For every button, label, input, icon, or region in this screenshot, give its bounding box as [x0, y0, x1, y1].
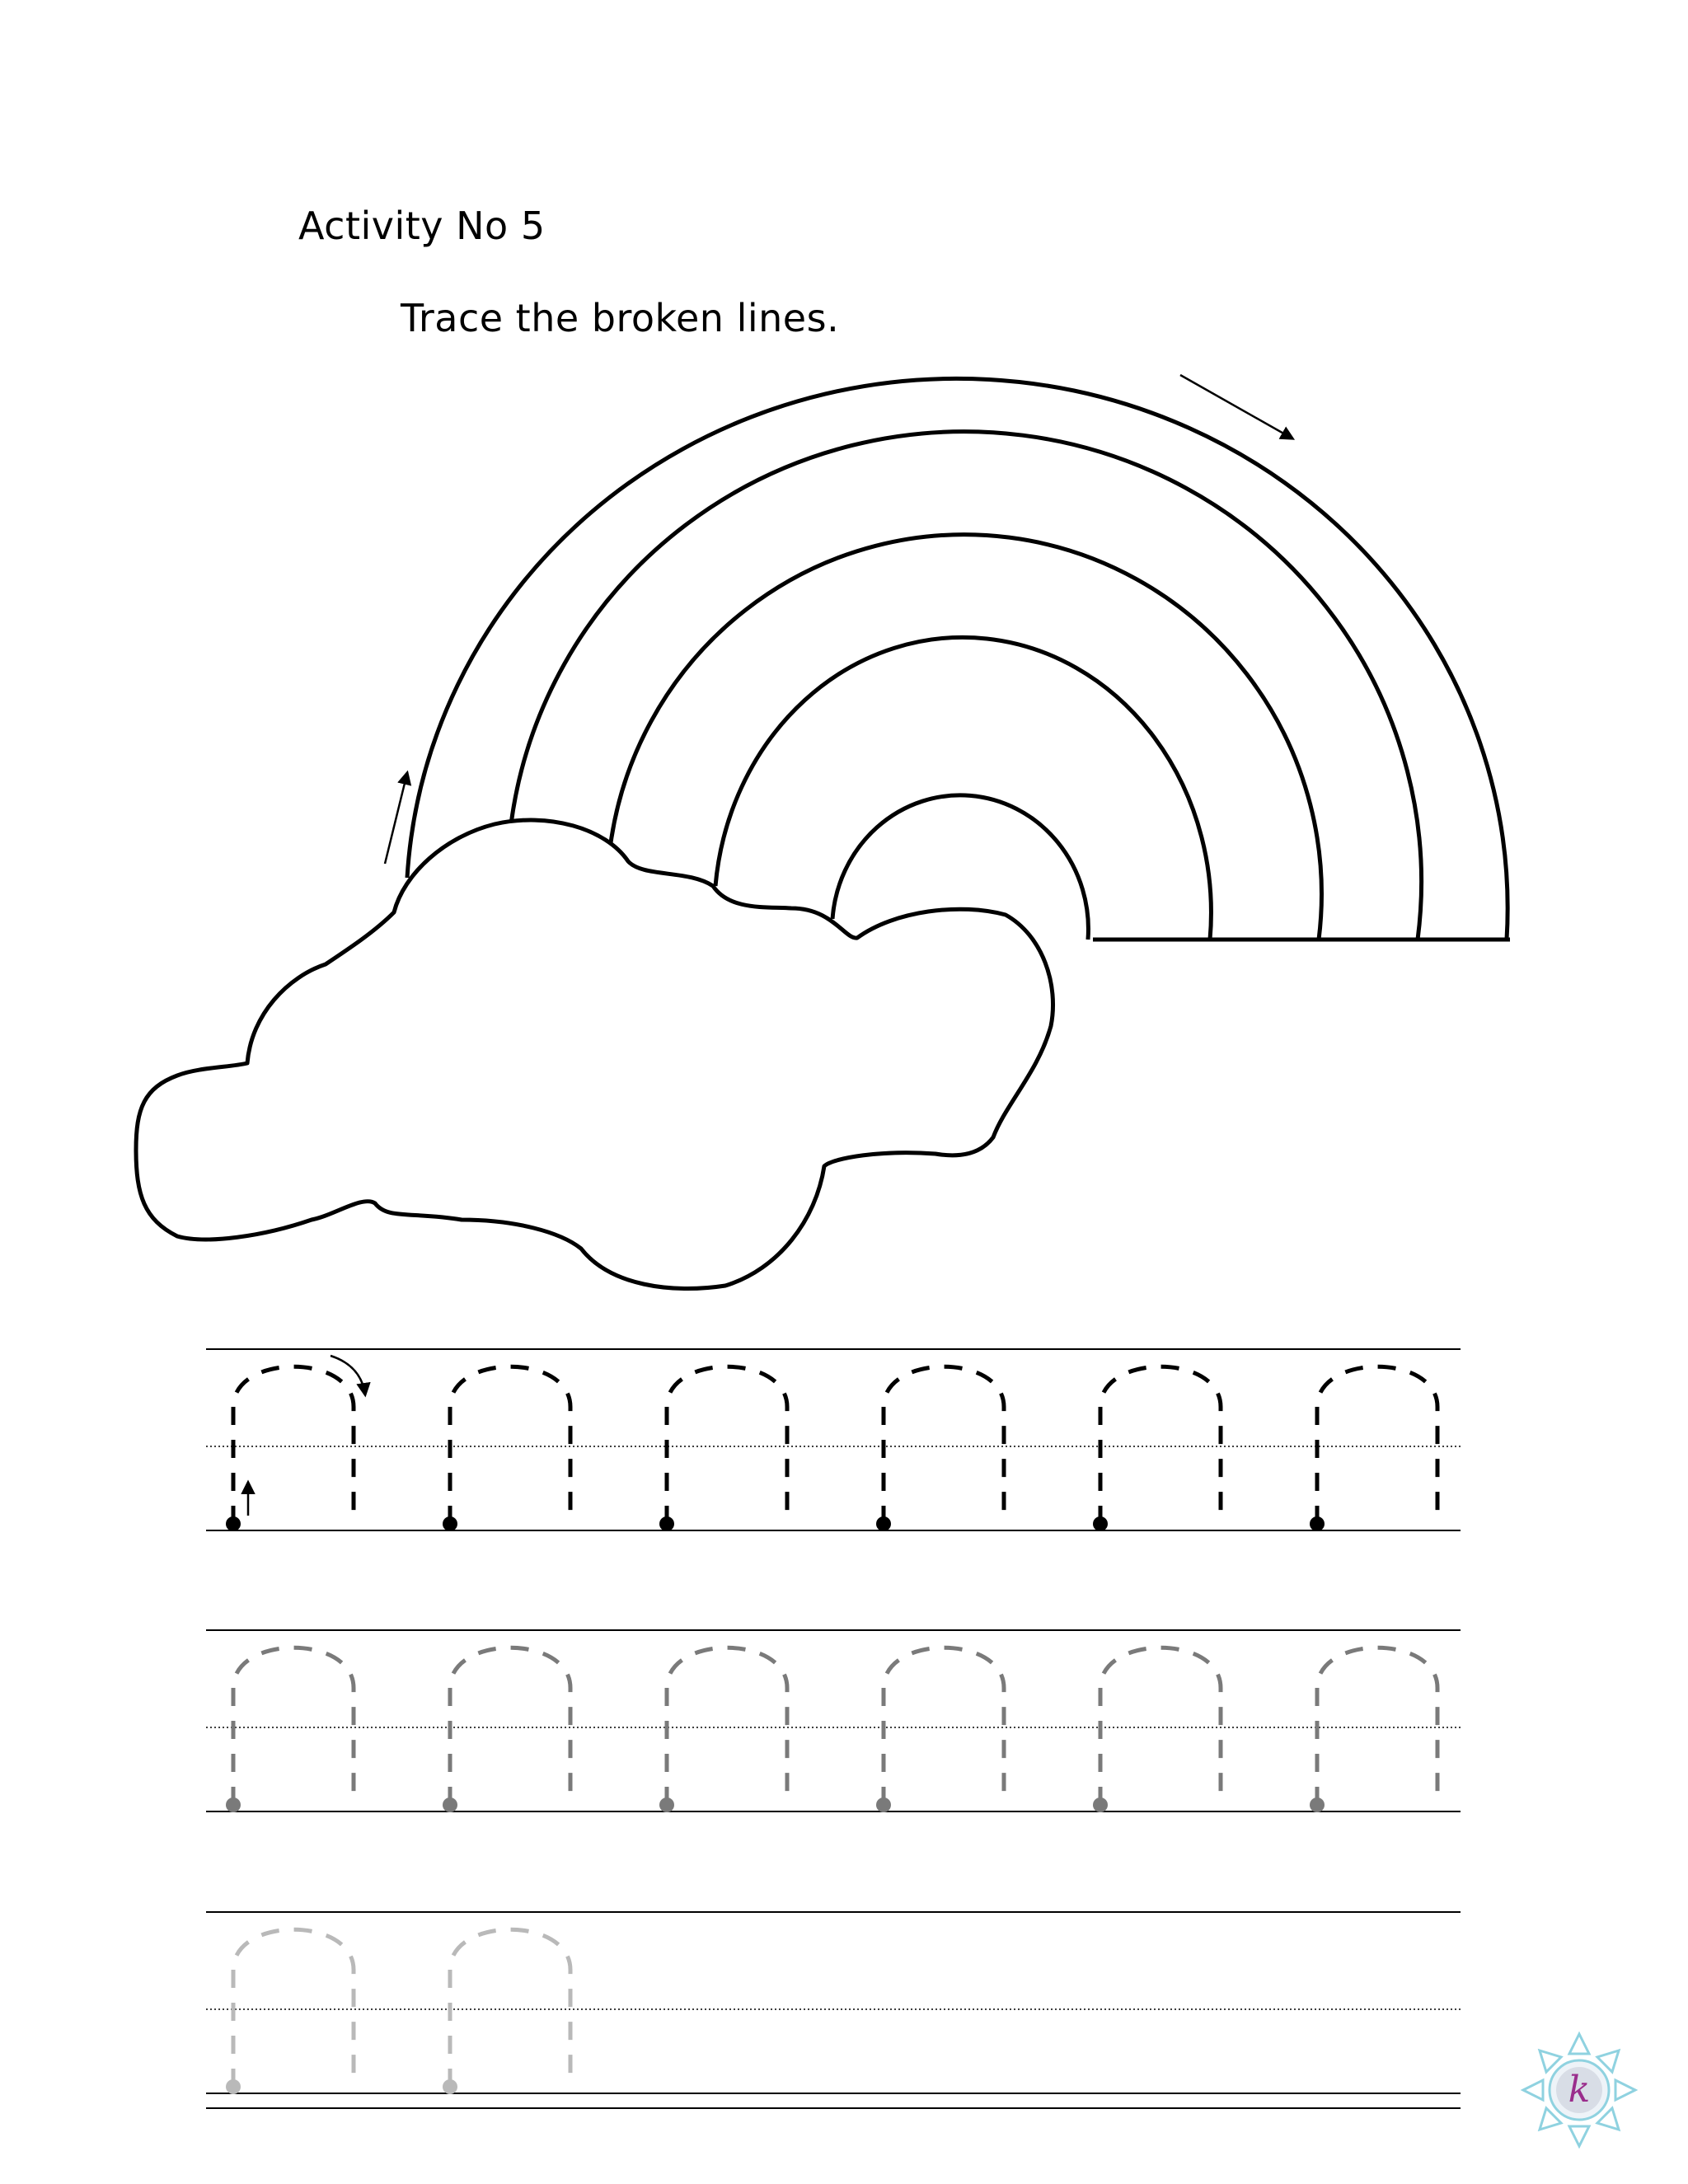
dashed-arch: [233, 1647, 354, 1805]
dashed-arch: [233, 1366, 354, 1524]
start-dot: [659, 1516, 674, 1531]
start-dot: [1093, 1516, 1108, 1531]
dashed-arch: [1100, 1366, 1221, 1524]
tracing-row: [206, 1912, 1461, 2108]
start-dot: [659, 1797, 674, 1812]
dashed-arch: [450, 1366, 570, 1524]
worksheet-title: Activity No 5: [298, 204, 546, 248]
tracing-area: [206, 1349, 1461, 2108]
tracing-row: [206, 1349, 1461, 1531]
start-dot: [226, 1797, 241, 1812]
dashed-arch: [667, 1647, 787, 1805]
start-dot: [226, 2079, 241, 2094]
start-dot: [443, 2079, 457, 2094]
start-dot: [226, 1516, 241, 1531]
dashed-arch: [450, 1929, 570, 2087]
tracing-row: [206, 1630, 1461, 1812]
dashed-arch: [1317, 1647, 1437, 1805]
arrow-right-down-icon: [1180, 375, 1292, 438]
dashed-arch: [1317, 1366, 1437, 1524]
dashed-arch: [1100, 1647, 1221, 1805]
start-dot: [443, 1797, 457, 1812]
dashed-arch: [667, 1366, 787, 1524]
start-dot: [1310, 1516, 1325, 1531]
logo-letter: k: [1568, 2069, 1591, 2111]
start-dot: [876, 1797, 891, 1812]
start-dot: [1310, 1797, 1325, 1812]
rainbow-band-2: [511, 432, 1422, 940]
start-dot: [443, 1516, 457, 1531]
dashed-arch: [233, 1929, 354, 2087]
dashed-arch: [884, 1647, 1004, 1805]
start-dot: [876, 1516, 891, 1531]
worksheet-instruction: Trace the broken lines.: [401, 296, 840, 340]
start-dot: [1093, 1797, 1108, 1812]
arrow-up-icon: [385, 773, 407, 864]
sun-logo-icon: [1523, 2034, 1635, 2146]
rainbow-band-4: [715, 637, 1211, 940]
dashed-arch: [884, 1366, 1004, 1524]
cloud: [136, 820, 1053, 1289]
dashed-arch: [450, 1647, 570, 1805]
